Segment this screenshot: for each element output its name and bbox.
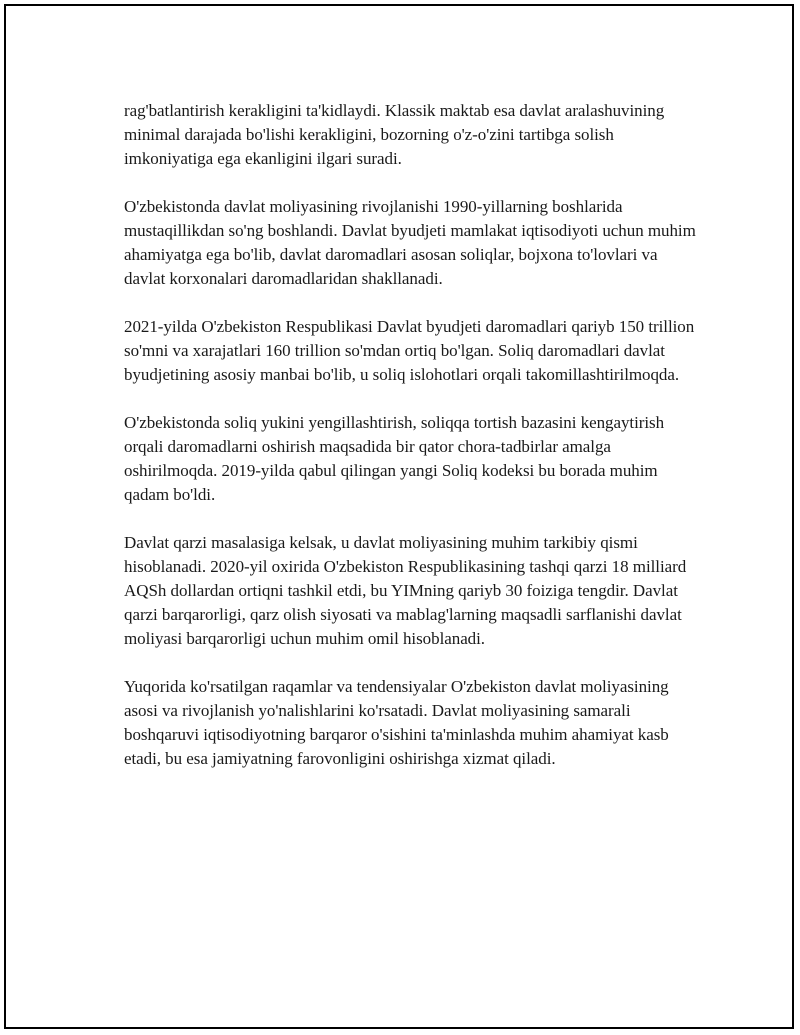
document-body	[124, 99, 699, 795]
paragraph-3: 2021-yilda O'zbekiston Respublikasi Davlat byudjeti daromadlari qariyb 150 trillion so'mni va xarajatlari 160 trillion so'mdan ortiq bo'lgan. Soliq daromadlari davlat byudjetining asosiy manbai bo'lib, u soliq islohotlari orqali takomillashtirilmoqda.	[124, 317, 695, 384]
page-frame	[4, 4, 794, 1029]
paragraph-4: O'zbekistonda soliq yukini yengillashtirish, soliqqa tortish bazasini kengaytirish orqali daromadlarni oshirish maqsadida bir qator chora-tadbirlar amalga oshirilmoqda. 2019-yilda qabul qilingan yangi Soliq kodeksi bu borada muhim qadam bo'ldi.	[124, 413, 665, 504]
paragraph-6: Yuqorida ko'rsatilgan raqamlar va tendensiyalar O'zbekiston davlat moliyasining asosi va rivojlanish yo'nalishlarini ko'rsatadi. Davlat moliyasining samarali boshqaruvi iqtisodiyotning barqaror o'sishini ta'minlashda muhim ahamiyat kasb etadi, bu esa jamiyatning farovonligini oshirishga xizmat qiladi.	[124, 677, 669, 768]
paragraph-1: rag'batlantirish kerakligini ta'kidlaydi. Klassik maktab esa davlat aralashuvining minimal darajada bo'lishi kerakligini, bozorning o'z-o'zini tartibga solish imkoniyatiga ega ekanligini ilgari suradi.	[124, 101, 665, 168]
paragraph-5: Davlat qarzi masalasiga kelsak, u davlat moliyasining muhim tarkibiy qismi hisoblanadi. 2020-yil oxirida O'zbekiston Respublikasining tashqi qarzi 18 milliard AQSh dollardan ortiqni tashkil etdi, bu YIMning qariyb 30 foiziga tengdir. Davlat qarzi barqarorligi, qarz olish siyosati va mablag'larning maqsadli sarflanishi davlat moliyasi barqarorligi uchun muhim omil hisoblanadi.	[124, 533, 687, 648]
paragraph-2: O'zbekistonda davlat moliyasining rivojlanishi 1990-yillarning boshlarida mustaqillikdan so'ng boshlandi. Davlat byudjeti mamlakat iqtisodiyoti uchun muhim ahamiyatga ega bo'lib, davlat daromadlari asosan soliqlar, bojxona to'lovlari va davlat korxonalari daromadlaridan shakllanadi.	[124, 197, 696, 288]
